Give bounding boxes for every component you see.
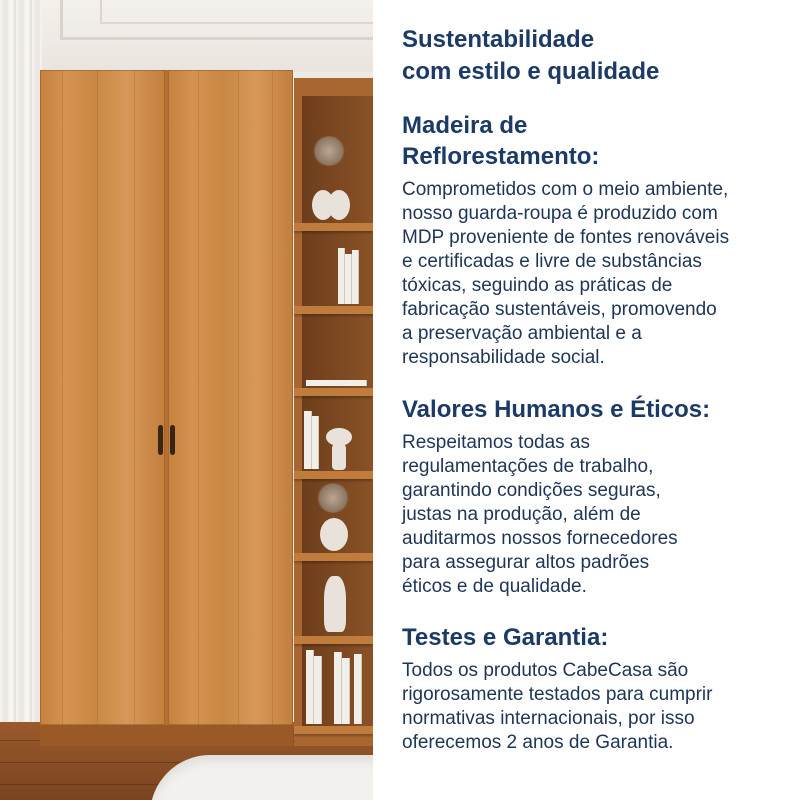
section-body-line: MDP proveniente de fontes renováveis: [402, 227, 730, 248]
section-body-line: justas na produção, além de: [402, 504, 641, 525]
vase-decor: [320, 518, 348, 551]
section-body-line: responsabilidade social.: [402, 347, 605, 368]
wardrobe-door-left: [40, 70, 165, 725]
ceiling-molding-inner: [100, 0, 373, 24]
section-body-line: rigorosamente testados para cumprir: [402, 684, 713, 705]
intro-line: Sustentabilidade: [402, 26, 595, 53]
book: [345, 254, 352, 304]
shelf: [294, 726, 373, 734]
sculpture-decor: [324, 576, 346, 632]
section-body-line: Todos os produtos CabeCasa são: [402, 660, 689, 681]
section-heading: Reflorestamento:: [402, 143, 600, 170]
intro-title: [402, 24, 792, 88]
section-body-line: nosso guarda-roupa é produzido com: [402, 203, 718, 224]
book: [354, 654, 362, 724]
section-body-line: normativas internacionais, por isso: [402, 708, 695, 729]
wardrobe-plinth: [40, 725, 293, 746]
section-heading: Testes e Garantia:: [402, 624, 609, 651]
section-body-line: a preservação ambiental e a: [402, 323, 642, 344]
section-body-line: garantindo condições seguras,: [402, 480, 661, 501]
section-reforestation: [402, 110, 792, 370]
section-body-line: Respeitamos todas as: [402, 432, 590, 453]
section-body-line: regulamentações de trabalho,: [402, 456, 654, 477]
door-handle-right: [170, 425, 175, 455]
book: [306, 650, 314, 724]
book: [338, 248, 345, 304]
section-body-line: auditarmos nossos fornecedores: [402, 528, 678, 549]
section-body-line: Comprometidos com o meio ambiente,: [402, 179, 729, 200]
section-body-line: tóxicas, seguindo as práticas de: [402, 275, 673, 296]
shelf: [294, 388, 373, 396]
book: [352, 250, 359, 304]
intro-line: com estilo e qualidade: [402, 58, 660, 85]
bed-corner: [150, 755, 373, 800]
section-heading: Valores Humanos e Éticos:: [402, 396, 711, 423]
section-body-line: para assegurar altos padrões: [402, 552, 650, 573]
curtain: [0, 0, 42, 800]
section-body-line: fabricação sustentáveis, promovendo: [402, 299, 717, 320]
book: [306, 380, 367, 386]
bookshelf: [294, 78, 373, 746]
shelf: [294, 306, 373, 314]
section-body-line: e certificadas e livre de substâncias: [402, 251, 702, 272]
wardrobe: [40, 70, 293, 746]
book: [342, 658, 350, 724]
book: [334, 652, 342, 724]
book: [304, 411, 312, 469]
door-handle-left: [158, 425, 163, 455]
lamp-decor: [332, 444, 346, 470]
dried-flowers-decor: [316, 483, 350, 513]
wardrobe-door-right: [168, 70, 293, 725]
shelf: [294, 471, 373, 479]
section-warranty: [402, 622, 792, 755]
section-body-line: oferecemos 2 anos de Garantia.: [402, 732, 674, 753]
section-ethics: [402, 394, 792, 599]
wardrobe-photo: [0, 0, 373, 800]
section-heading: Madeira de: [402, 112, 528, 139]
dried-flowers-decor: [312, 136, 346, 166]
book: [312, 416, 319, 469]
book: [314, 656, 322, 724]
section-body-line: éticos e de qualidade.: [402, 576, 587, 597]
shelf: [294, 636, 373, 644]
vase-decor: [328, 190, 350, 220]
shelf: [294, 553, 373, 561]
shelf: [294, 223, 373, 231]
